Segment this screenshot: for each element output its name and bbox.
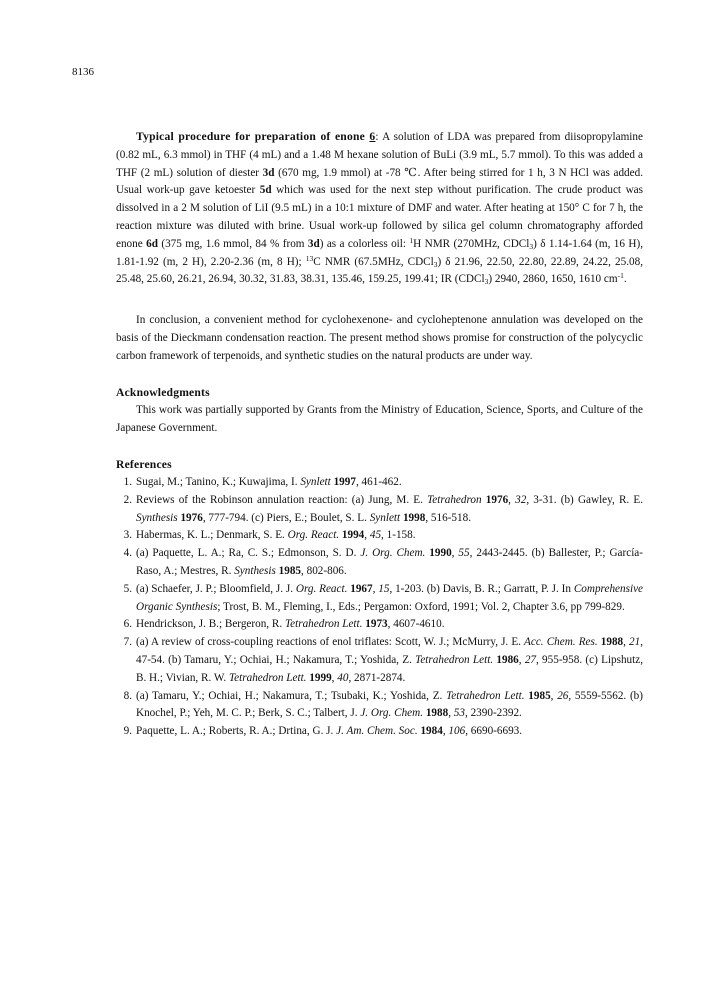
reference-item: 5. (a) Schaefer, J. P.; Bloomfield, J. J. Org. React. 1967, 15, 1-203. (b) Davis, B. R.; Garratt, P. J. In Comprehensive Organic Synthesis; Trost, B. M., Fleming, I., Eds.; Pergamon: Oxford, 1991; Vol. 2, Chapter 3.6, pp 799-829. (116, 581, 643, 617)
reference-item: 2. Reviews of the Robinson annulation reaction: (a) Jung, M. E. Tetrahedron 1976, 32, 3-31. (b) Gawley, R. E. Synthesis 1976, 777-794. (c) Piers, E.; Boulet, S. L. Synlett 1998, 516-518. (116, 492, 643, 528)
reference-number: 2. (123, 493, 132, 506)
acknowledgments-heading: Acknowledgments (116, 386, 210, 399)
procedure-paragraph: Typical procedure for preparation of enone 6: A solution of LDA was prepared from diisopropylamine (0.82 mL, 6.3 mmol) in THF (4 mL) and a 1.48 M hexane solution of BuLi (3.9 mL, 5.7 mmol). To this was added a THF (2 mL) solution of diester 3d (670 mg, 1.9 mmol) at -78 ℃. After being stirred for 1 h, 3 N HCl was added. Usual work-up gave ketoester 5d which was used for the next step without purification. The crude product was dissolved in a 2 M solution of LiI (9.5 mL) in a 10:1 mixture of DMF and water. After heating at 150° C for 7 h, the reaction mixture was diluted with brine. Usual work-up followed by silica gel column chromatography afforded enone 6d (375 mg, 1.6 mmol, 84 % from 3d) as a colorless oil: $^1$H NMR (270MHz, CDCl$_3$) δ 1.14-1.64 (m, 16 H), 1.81-1.92 (m, 2 H), 2.20-2.36 (m, 8 H); $^{13}$C NMR (67.5MHz, CDCl$_3$) δ 21.96, 22.50, 22.80, 22.89, 24.22, 25.08, 25.48, 25.60, 26.21, 26.94, 30.32, 31.83, 38.31, 135.46, 159.25, 199.41; IR (CDCl$_3$) 2940, 2860, 1650, 1610 $cm^{-1}$. (116, 130, 644, 287)
reference-item: 3. Habermas, K. L.; Denmark, S. E. Org. React. 1994, 45, 1-158. (116, 527, 643, 545)
reference-item: 9. Paquette, L. A.; Roberts, R. A.; Drtina, G. J. J. Am. Chem. Soc. 1984, 106, 6690-6693. (116, 723, 643, 741)
references-list (116, 474, 643, 741)
reference-number: 9. (123, 725, 132, 738)
reference-item: 8. (a) Tamaru, Y.; Ochiai, H.; Nakamura, T.; Tsubaki, K.; Yoshida, Z. Tetrahedron Lett. 1985, 26, 5559-5562. (b) Knochel, P.; Yeh, M. C. P.; Berk, S. C.; Talbert, J. J. Org. Chem. 1988, 53, 2390-2392. (116, 688, 643, 724)
conclusion-paragraph: In conclusion, a convenient method for cyclohexenone- and cycloheptenone annulation was developed on the basis of the Dieckmann condensation reaction. The present method shows promise for construction of the polycyclic carbon framework of terpenoids, and synthetic studies on the natural products are under way. (116, 314, 643, 362)
references-heading: References (116, 458, 172, 471)
page-number: 8136 (72, 66, 94, 78)
acknowledgments-section (116, 384, 643, 437)
compound-6: 6 (369, 130, 376, 143)
reference-number: 1. (123, 476, 132, 488)
compound-5d: 5d (259, 184, 272, 197)
compound-6d: 6d (146, 237, 158, 250)
compound-3d-ref: 3d (307, 237, 320, 250)
reference-number: 7. (123, 636, 132, 649)
reference-item: 6. Hendrickson, J. B.; Bergeron, R. Tetrahedron Lett. 1973, 4607-4610. (116, 616, 643, 634)
procedure-heading: Typical procedure for preparation of enone 6 (136, 130, 376, 143)
acknowledgments-text: This work was partially supported by Grants from the Ministry of Education, Science, Sports, and Culture of the Japanese Government. (116, 403, 643, 434)
reference-item: 7. (a) A review of cross-coupling reactions of enol triflates: Scott, W. J.; McMurry, J. E. Acc. Chem. Res. 1988, 21, 47-54. (b) Tamaru, Y.; Ochiai, H.; Nakamura, T.; Yoshida, Z. Tetrahedron Lett. 1986, 27, 955-958. (c) Lipshutz, B. H.; Vivian, R. W. Tetrahedron Lett. 1999, 40, 2871-2874. (116, 634, 643, 687)
reference-number: 3. (123, 529, 132, 542)
compound-3d: 3d (262, 166, 275, 179)
reference-item: 4. (a) Paquette, L. A.; Ra, C. S.; Edmonson, S. D. J. Org. Chem. 1990, 55, 2443-2445. (b) Ballester, P.; García-Raso, A.; Mestres, R. Synthesis 1985, 802-806. (116, 545, 643, 581)
reference-number: 6. (123, 618, 132, 631)
reference-number: 5. (123, 582, 132, 595)
reference-item: 1. Sugai, M.; Tanino, K.; Kuwajima, I. Synlett 1997, 461-462. (116, 474, 643, 492)
reference-number: 4. (123, 547, 132, 560)
reference-number: 8. (123, 689, 132, 702)
